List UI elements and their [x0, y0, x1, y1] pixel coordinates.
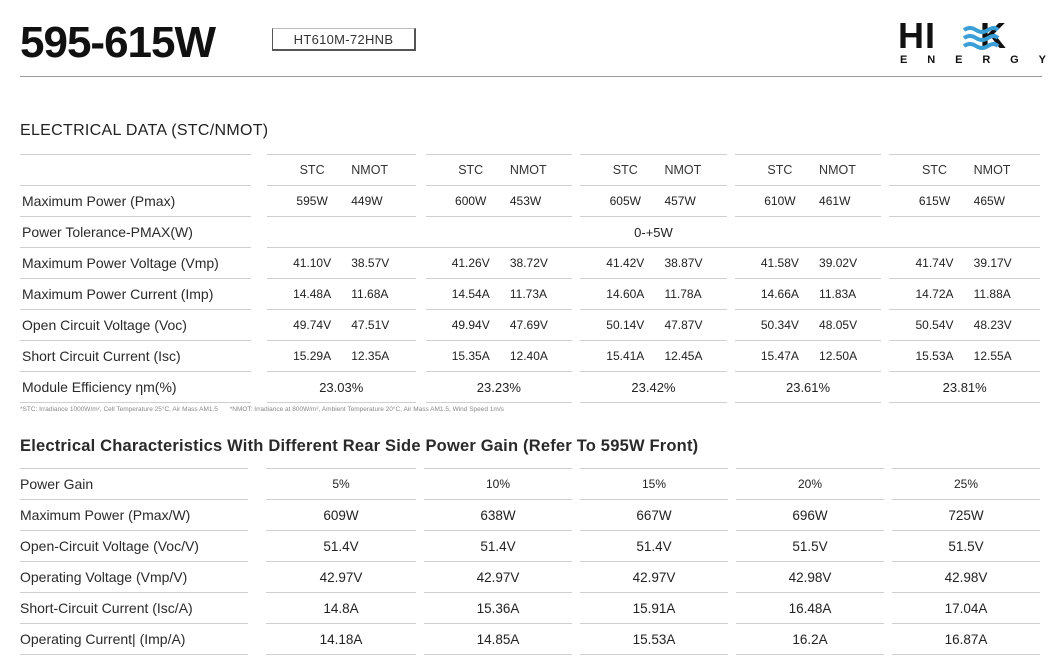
header — [0, 0, 1059, 80]
col-nmot: NMOT — [502, 154, 572, 186]
cell: 51.5V — [736, 531, 884, 562]
table-row — [20, 279, 1040, 310]
cell: 47.51V — [343, 310, 415, 341]
cell: 23.42% — [580, 372, 727, 403]
cell: 38.57V — [343, 248, 415, 279]
logo-subtitle: E N E R G Y — [900, 54, 1046, 66]
cell: 38.87V — [656, 248, 726, 279]
cell: 14.18A — [266, 624, 416, 655]
row-label: Maximum Power (Pmax/W) — [20, 500, 248, 531]
row-label: Short-Circuit Current (Isc/A) — [20, 593, 248, 624]
cell: 23.03% — [267, 372, 416, 403]
cell: 16.2A — [736, 624, 884, 655]
cell: 453W — [502, 186, 572, 217]
row-label: Module Efficiency ηm(%) — [20, 372, 251, 403]
col-stc: STC — [580, 154, 656, 186]
cell: 51.4V — [424, 531, 572, 562]
col-nmot: NMOT — [656, 154, 726, 186]
cell: 457W — [656, 186, 726, 217]
footnote-nmot: *NMOT: Irradiance at 800W/m², Ambient Temperature 20°C, Air Mass AM1.5, Wind Speed 1m/s — [229, 406, 504, 413]
cell: 14.72A — [889, 279, 965, 310]
cell: 5% — [266, 468, 416, 500]
cell: 595W — [267, 186, 343, 217]
row-label: Open-Circuit Voltage (Voc/V) — [20, 531, 248, 562]
row-label: Power Tolerance-PMAX(W) — [20, 217, 251, 248]
electrical-data-table — [20, 154, 1040, 403]
cell: 15.91A — [580, 593, 728, 624]
cell: 38.72V — [502, 248, 572, 279]
cell: 51.5V — [892, 531, 1040, 562]
cell: 50.54V — [889, 310, 965, 341]
table-row — [20, 562, 1040, 593]
table-row — [20, 310, 1040, 341]
col-nmot: NMOT — [343, 154, 415, 186]
col-nmot: NMOT — [966, 154, 1040, 186]
row-label: Open Circuit Voltage (Voc) — [20, 310, 251, 341]
cell: 11.73A — [502, 279, 572, 310]
table-row — [20, 217, 1040, 248]
cell: 461W — [811, 186, 881, 217]
cell: 15.35A — [426, 341, 502, 372]
row-label: Maximum Power Voltage (Vmp) — [20, 248, 251, 279]
cell: 25% — [892, 468, 1040, 500]
cell: 600W — [426, 186, 502, 217]
cell: 47.87V — [656, 310, 726, 341]
cell: 39.02V — [811, 248, 881, 279]
cell: 449W — [343, 186, 415, 217]
cell: 41.74V — [889, 248, 965, 279]
cell: 23.81% — [889, 372, 1040, 403]
hitek-energy-logo — [898, 15, 1048, 66]
footnote-stc: *STC: Irradiance 1000W/m², Cell Temperature 25°C, Air Mass AM1.5 — [20, 406, 218, 413]
cell: 16.48A — [736, 593, 884, 624]
cell: 39.17V — [966, 248, 1040, 279]
table-row — [20, 248, 1040, 279]
electrical-data-title: ELECTRICAL DATA (STC/NMOT) — [20, 122, 269, 139]
cell: 11.83A — [811, 279, 881, 310]
cell: 15.29A — [267, 341, 343, 372]
footnote — [20, 406, 514, 413]
cell: 11.78A — [656, 279, 726, 310]
cell: 638W — [424, 500, 572, 531]
cell: 12.35A — [343, 341, 415, 372]
cell: 42.98V — [736, 562, 884, 593]
cell: 50.14V — [580, 310, 656, 341]
cell: 14.60A — [580, 279, 656, 310]
cell: 610W — [735, 186, 811, 217]
cell: 11.68A — [343, 279, 415, 310]
cell: 15.47A — [735, 341, 811, 372]
cell: 12.50A — [811, 341, 881, 372]
cell: 14.48A — [267, 279, 343, 310]
row-label: Operating Current| (Imp/A) — [20, 624, 248, 655]
cell: 15.53A — [889, 341, 965, 372]
row-label: Power Gain — [20, 468, 248, 500]
cell: 42.97V — [424, 562, 572, 593]
cell: 51.4V — [580, 531, 728, 562]
cell: 725W — [892, 500, 1040, 531]
row-label: Operating Voltage (Vmp/V) — [20, 562, 248, 593]
cell: 51.4V — [266, 531, 416, 562]
header-divider — [20, 76, 1042, 77]
row-label: Short Circuit Current (Isc) — [20, 341, 251, 372]
table-row — [20, 531, 1040, 562]
cell-spanning: 0-+5W — [267, 217, 1040, 248]
table-row — [20, 500, 1040, 531]
cell: 49.94V — [426, 310, 502, 341]
col-stc: STC — [735, 154, 811, 186]
cell: 16.87A — [892, 624, 1040, 655]
cell: 605W — [580, 186, 656, 217]
cell: 12.45A — [656, 341, 726, 372]
cell: 15% — [580, 468, 728, 500]
cell: 41.58V — [735, 248, 811, 279]
model-number-badge: HT610M-72HNB — [272, 28, 416, 51]
table-row — [20, 341, 1040, 372]
rear-side-gain-table — [20, 468, 1040, 655]
table-row — [20, 468, 1040, 500]
power-range-title: 595-615W — [20, 18, 216, 67]
cell: 696W — [736, 500, 884, 531]
cell: 14.54A — [426, 279, 502, 310]
table-row — [20, 186, 1040, 217]
cell: 41.26V — [426, 248, 502, 279]
cell: 42.97V — [580, 562, 728, 593]
col-stc: STC — [267, 154, 343, 186]
cell: 23.23% — [426, 372, 573, 403]
cell: 14.66A — [735, 279, 811, 310]
rear-side-gain-title: Electrical Characteristics With Different Rear Side Power Gain (Refer To 595W Front) — [20, 437, 699, 455]
header-blank — [20, 154, 251, 186]
cell: 14.85A — [424, 624, 572, 655]
cell: 50.34V — [735, 310, 811, 341]
cell: 20% — [736, 468, 884, 500]
cell: 609W — [266, 500, 416, 531]
table-row — [20, 593, 1040, 624]
wave-icon — [962, 24, 1000, 52]
cell: 15.36A — [424, 593, 572, 624]
cell: 48.05V — [811, 310, 881, 341]
cell: 11.88A — [966, 279, 1040, 310]
cell: 49.74V — [267, 310, 343, 341]
table-header-row — [20, 154, 1040, 186]
cell: 10% — [424, 468, 572, 500]
cell: 42.98V — [892, 562, 1040, 593]
cell: 41.10V — [267, 248, 343, 279]
cell: 14.8A — [266, 593, 416, 624]
cell: 15.41A — [580, 341, 656, 372]
row-label: Maximum Power (Pmax) — [20, 186, 251, 217]
row-label: Maximum Power Current (Imp) — [20, 279, 251, 310]
cell: 15.53A — [580, 624, 728, 655]
cell: 667W — [580, 500, 728, 531]
logo-wordmark: HI K — [898, 15, 1007, 56]
cell: 47.69V — [502, 310, 572, 341]
cell: 465W — [966, 186, 1040, 217]
cell: 48.23V — [966, 310, 1040, 341]
cell: 17.04A — [892, 593, 1040, 624]
col-stc: STC — [426, 154, 502, 186]
cell: 42.97V — [266, 562, 416, 593]
col-stc: STC — [889, 154, 965, 186]
col-nmot: NMOT — [811, 154, 881, 186]
table-row — [20, 372, 1040, 403]
cell: 41.42V — [580, 248, 656, 279]
cell: 23.61% — [735, 372, 882, 403]
cell: 12.55A — [966, 341, 1040, 372]
cell: 615W — [889, 186, 965, 217]
cell: 12.40A — [502, 341, 572, 372]
table-row — [20, 624, 1040, 655]
